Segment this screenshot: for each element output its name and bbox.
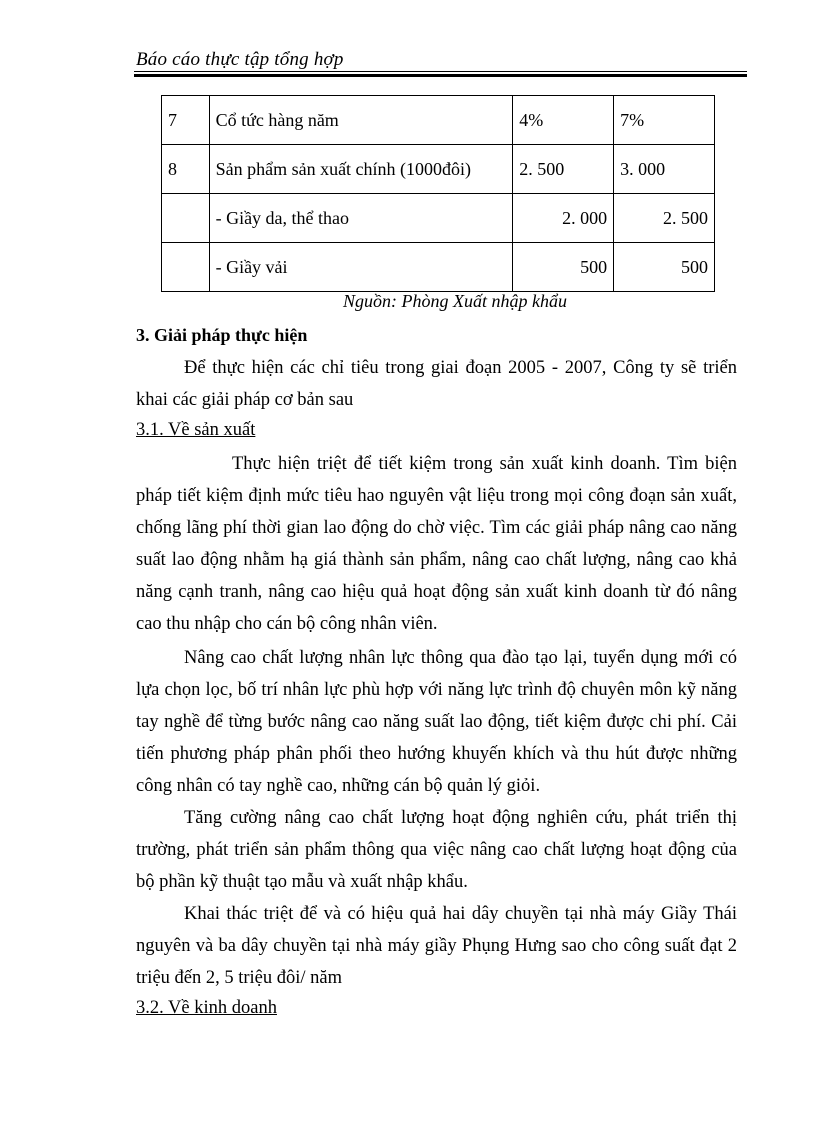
value-2005-cell: 2. 500 xyxy=(513,145,614,194)
subsection-heading-business: 3.2. Về kinh doanh xyxy=(136,998,277,1018)
value-2005-cell: 4% xyxy=(513,96,614,145)
item-cell: Sản phẩm sản xuất chính (1000đôi) xyxy=(209,145,513,194)
value-2007-cell: 3. 000 xyxy=(614,145,715,194)
value-2007-cell: 500 xyxy=(614,243,715,292)
value-2005-cell: 500 xyxy=(513,243,614,292)
row-number-cell: 8 xyxy=(162,145,210,194)
table-row xyxy=(162,96,715,145)
paragraph: Nâng cao chất lượng nhân lực thông qua đào tạo lại, tuyển dụng mới có lựa chọn lọc, bố trí nhân lực phù hợp với năng lực trình độ chuyên môn kỹ năng tay nghề để từng bước nâng cao năng suất lao động, tiết kiệm được chi phí. Cải tiến phương pháp phân phối theo hướng khuyến khích và thu hút được những công nhân có tay nghề cao, những cán bộ quản lý giỏi. xyxy=(136,648,737,796)
item-cell: Cổ tức hàng năm xyxy=(209,96,513,145)
item-cell: - Giầy vải xyxy=(209,243,513,292)
section-intro-paragraph: Để thực hiện các chỉ tiêu trong giai đoạn 2005 - 2007, Công ty sẽ triển khai các giải pháp cơ bản sau xyxy=(136,358,737,410)
paragraph: Tăng cường nâng cao chất lượng hoạt động nghiên cứu, phát triển thị trường, phát triển sản phẩm thông qua việc nâng cao chất lượng hoạt động của bộ phần kỹ thuật tạo mẫu và xuất nhập khẩu. xyxy=(136,808,737,892)
row-number-cell xyxy=(162,194,210,243)
section-heading: 3. Giải pháp thực hiện xyxy=(136,325,308,345)
value-2005-cell: 2. 000 xyxy=(513,194,614,243)
value-2007-cell: 2. 500 xyxy=(614,194,715,243)
paragraph: Khai thác triệt để và có hiệu quả hai dây chuyền tại nhà máy Giầy Thái nguyên và ba dây chuyền tại nhà máy giầy Phụng Hưng sao cho công suất đạt 2 triệu đến 2, 5 triệu đôi/ năm xyxy=(136,904,737,988)
value-2007-cell: 7% xyxy=(614,96,715,145)
item-cell: - Giầy da, thể thao xyxy=(209,194,513,243)
header-title: Báo cáo thực tập tổng hợp xyxy=(136,49,344,70)
table-row xyxy=(162,243,715,292)
targets-table xyxy=(161,95,715,292)
table-row xyxy=(162,145,715,194)
table-source-note: Nguồn: Phòng Xuất nhập khẩu xyxy=(343,291,567,311)
table-row xyxy=(162,194,715,243)
row-number-cell xyxy=(162,243,210,292)
paragraph: Thực hiện triệt để tiết kiệm trong sản xuất kinh doanh. Tìm biện pháp tiết kiệm định mức tiêu hao nguyên vật liệu trong mọi công đoạn sản xuất, chống lãng phí thời gian lao động do chờ việc. Tìm các giải pháp nâng cao năng suất lao động nhằm hạ giá thành sản phẩm, nâng cao chất lượng, nâng cao khả năng cạnh tranh, nâng cao hiệu quả hoạt động sản xuất kinh doanh từ đó nâng cao thu nhập cho cán bộ công nhân viên. xyxy=(136,454,737,634)
header-rule-thick xyxy=(134,74,747,77)
row-number-cell: 7 xyxy=(162,96,210,145)
subsection-heading-production: 3.1. Về sản xuất xyxy=(136,420,256,440)
header-rule-thin xyxy=(134,71,747,72)
